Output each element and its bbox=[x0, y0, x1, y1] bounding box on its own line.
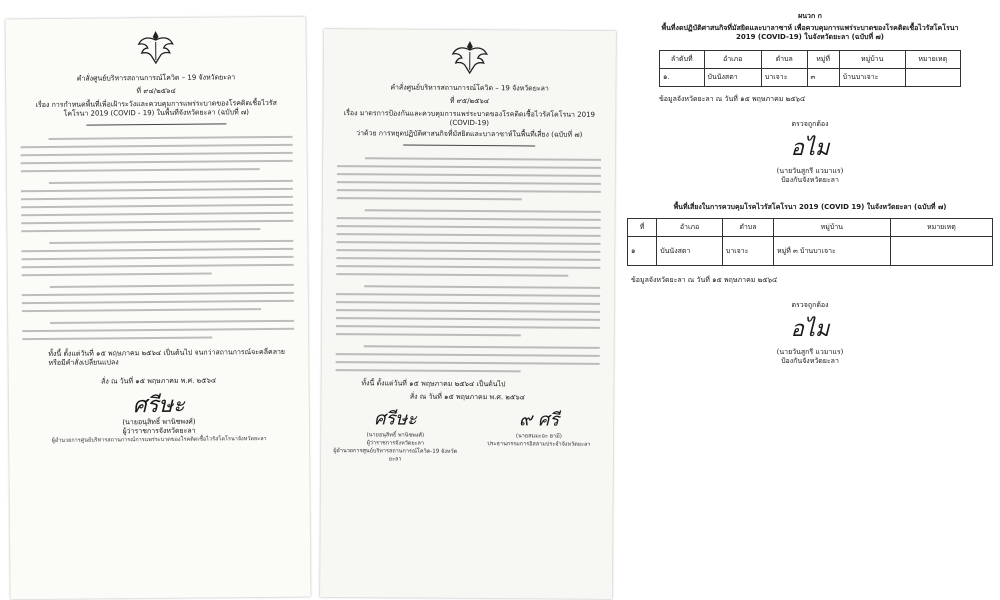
garuda-emblem-icon bbox=[450, 38, 490, 76]
doc1-divider bbox=[86, 123, 226, 125]
annex-table-wrap bbox=[659, 50, 961, 87]
annex-data-date: ข้อมูลจังหวัดยะลา ณ วันที่ ๑๕ พฤษภาคม ๒๕๖๔ bbox=[659, 95, 806, 103]
annex2-signer-title: ป้องกันจังหวัดยะลา bbox=[781, 357, 839, 365]
doc1-body-text bbox=[21, 136, 295, 340]
doc2-signer-left-title: ผู้ว่าราชการจังหวัดยะลา bbox=[366, 440, 425, 447]
doc2-header: คำสั่งศูนย์บริหารสถานการณ์โควิด – 19 จังหวัดยะลา bbox=[390, 83, 549, 93]
annex2-title: พื้นที่เสี่ยงในการควบคุมโรคไวรัสโคโรนา 2019 (COVID 19) ในจังหวัดยะลา (ฉบับที่ ๗) bbox=[673, 203, 947, 211]
annex2-signature: อไม bbox=[790, 317, 830, 342]
doc2-effective-date: ทั้งนี้ ตั้งแต่วันที่ ๑๕ พฤษภาคม ๒๕๖๔ เป็นต้นไป bbox=[361, 379, 506, 389]
doc2-signature-left bbox=[329, 407, 462, 464]
annex-cell-village: บ้านบาเจาะ bbox=[839, 69, 905, 87]
annex-cell-subdistrict: บาเจาะ bbox=[761, 69, 807, 87]
annex-table bbox=[659, 50, 961, 87]
annex2-cell-village: หมู่ที่ ๓ บ้านบาเจาะ bbox=[773, 237, 890, 266]
doc2-body-text bbox=[336, 157, 601, 373]
annex2-cell-subdistrict: บาเจาะ bbox=[722, 237, 773, 266]
annex-cell-remark bbox=[905, 69, 960, 87]
doc1-signer-title: ผู้ว่าราชการจังหวัดยะลา bbox=[122, 426, 196, 436]
annex2-cell-no: ๑ bbox=[628, 237, 657, 266]
annex2-table-wrap bbox=[627, 218, 993, 266]
annex-table-header-row bbox=[660, 51, 961, 69]
doc2-signer-right-title: ประธานกรรมการอิสลามประจำจังหวัดยะลา bbox=[487, 441, 591, 448]
garuda-emblem-icon bbox=[136, 28, 176, 66]
annex-cell-order: ๑. bbox=[660, 69, 705, 87]
table-row bbox=[660, 69, 961, 87]
doc1-signature: ศรีษะ bbox=[132, 392, 186, 419]
doc1-signed-date: สั่ง ณ วันที่ ๑๕ พฤษภาคม พ.ศ. ๒๕๖๔ bbox=[101, 376, 217, 386]
annex-title: พื้นที่งดปฏิบัติศาสนกิจที่มัสยิดและบาลาซาห์ เพื่อควบคุมการแพร่ระบาดของโรคติดเชื้อไวรัสโคโรนา 2019 (COVID-19) ในจังหวัดยะลา (ฉบับที่ ๗) bbox=[661, 24, 959, 41]
annex-label: ผนวก ก bbox=[798, 12, 822, 20]
annex-th-remark: หมายเหตุ bbox=[905, 51, 960, 69]
annex-cell-district: บันนังสตา bbox=[704, 69, 761, 87]
order-document-95 bbox=[320, 29, 616, 599]
doc1-order-number: ที่ ๙๔/๒๕๖๔ bbox=[136, 86, 176, 96]
annex-signer-title: ป้องกันจังหวัดยะลา bbox=[781, 176, 839, 184]
annex2-section bbox=[625, 203, 995, 366]
annex-th-subdistrict: ตำบล bbox=[761, 51, 807, 69]
doc2-signed-date: สั่ง ณ วันที่ ๑๕ พฤษภาคม พ.ศ. ๒๕๖๔ bbox=[409, 392, 525, 402]
annex2-cell-district: บันนังสตา bbox=[657, 237, 723, 266]
annex2-table bbox=[627, 218, 993, 266]
doc2-divider bbox=[403, 145, 535, 147]
doc1-signer-role: ผู้อำนวยการศูนย์บริหารสถานการณ์การแพร่ระบาดของโรคติดเชื้อไวรัสโคโรนาจังหวัดยะลา bbox=[51, 436, 267, 444]
annex2-th-remark: หมายเหตุ bbox=[890, 219, 992, 237]
annex2-th-no: ที่ bbox=[628, 219, 657, 237]
annex-th-district: อำเภอ bbox=[704, 51, 761, 69]
annex2-table-header-row bbox=[628, 219, 993, 237]
annex-verified: ตรวจถูกต้อง bbox=[791, 120, 829, 128]
annex-document bbox=[625, 2, 995, 598]
annex2-verified: ตรวจถูกต้อง bbox=[791, 301, 829, 309]
annex2-cell-remark bbox=[890, 237, 992, 266]
doc2-subject-detail: ว่าด้วย การหยุดปฏิบัติศาสนกิจที่มัสยิดและบาลาซาห์ในพื้นที่เสี่ยง (ฉบับที่ ๗) bbox=[356, 129, 583, 139]
annex-signer-name: (นายวันสูกรี แวมาแร) bbox=[776, 167, 844, 175]
doc1-header: คำสั่งศูนย์บริหารสถานการณ์โควิด – 19 จังหวัดยะลา bbox=[76, 73, 236, 83]
doc2-subject: เรื่อง มาตรการป้องกันและควบคุมการแพร่ระบาดของโรคติดเชื้อไวรัสโคโรนา 2019 (COVID-19) bbox=[343, 109, 596, 128]
doc1-effective-date: ทั้งนี้ ตั้งแต่วันที่ ๑๕ พฤษภาคม ๒๕๖๔ เป็นต้นไป จนกว่าสถานการณ์จะคลี่คลายหรือมีคำสั่งเปลี่ยนแปลง bbox=[48, 347, 286, 367]
annex2-th-subdistrict: ตำบล bbox=[722, 219, 773, 237]
doc2-signature-left-mark: ศรีษะ bbox=[374, 408, 417, 430]
annex2-th-district: อำเภอ bbox=[657, 219, 723, 237]
order-document-94 bbox=[5, 17, 310, 600]
table-row bbox=[628, 237, 993, 266]
doc1-signer-name: (นายอนุสิทธิ์ พานิชพงศ์) bbox=[122, 417, 196, 427]
doc2-signature-right bbox=[472, 408, 605, 465]
doc2-signature-right-mark: ๙ ศรี bbox=[518, 409, 560, 431]
annex-cell-moo: ๓ bbox=[807, 69, 839, 87]
annex2-th-village: หมู่บ้าน bbox=[773, 219, 890, 237]
annex-th-moo: หมู่ที่ bbox=[807, 51, 839, 69]
annex2-signer-name: (นายวันสูกรี แวมาแร) bbox=[776, 348, 844, 356]
annex-signature: อไม bbox=[790, 136, 830, 161]
doc2-signer-left-name: (นายอนุสิทธิ์ พานิชพงศ์) bbox=[366, 432, 425, 439]
annex-th-village: หมู่บ้าน bbox=[839, 51, 905, 69]
annex-th-order: ลำดับที่ bbox=[660, 51, 705, 69]
doc2-signer-right-name: (นายสมมะอะ ฮามี) bbox=[515, 433, 562, 440]
doc2-signer-left-role: ผู้อำนวยการศูนย์บริหารสถานการณ์โควิด-19 จังหวัดยะลา bbox=[333, 448, 458, 463]
doc2-order-number: ที่ ๙๕/๒๕๖๔ bbox=[449, 96, 490, 106]
doc2-signature-block bbox=[329, 407, 605, 465]
doc1-subject: เรื่อง การกำหนดพื้นที่เพื่อเฝ้าระวังและควบคุมการแพร่ระบาดของโรคติดเชื้อไวรัสโคโรนา 2019 (COVID - 19) ในพื้นที่จังหวัดยะลา (ฉบับที่ ๗) bbox=[35, 98, 277, 118]
annex2-data-date: ข้อมูลจังหวัดยะลา ณ วันที่ ๑๕ พฤษภาคม ๒๕๖๔ bbox=[631, 276, 778, 284]
